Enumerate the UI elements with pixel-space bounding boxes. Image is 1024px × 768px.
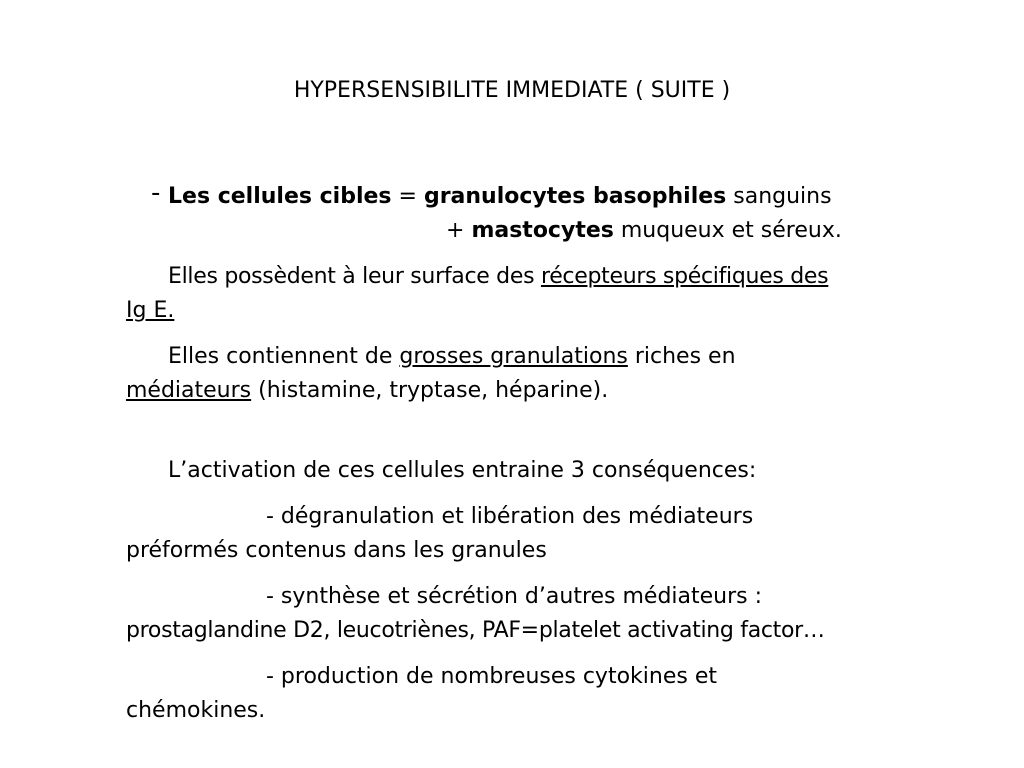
- ige-underlined: Ig E.: [126, 298, 175, 323]
- slide-title: HYPERSENSIBILITE IMMEDIATE ( SUITE ): [293, 78, 731, 103]
- granules-text-2: riches en: [634, 344, 736, 369]
- receptors-line-2: [126, 294, 936, 328]
- slide-body: [126, 180, 936, 728]
- receptors-text: Elles possèdent à leur surface des: [168, 264, 535, 289]
- consequence-2-line-1: - synthèse et sécrétion d’autres médiateurs :: [266, 584, 763, 609]
- granules-line-1: [126, 340, 936, 374]
- target-cells-label: Les cellules cibles: [168, 184, 392, 209]
- consequence-3-line-1: - production de nombreuses cytokines et: [266, 664, 717, 689]
- mediators-underlined: médiateurs: [126, 378, 252, 403]
- basophils-term: granulocytes basophiles: [423, 184, 727, 209]
- receptors-line-1: [126, 260, 936, 294]
- consequence-1-line-1: - dégranulation et libération des médiateurs: [266, 504, 754, 529]
- mastocytes-description: muqueux et séreux.: [620, 218, 842, 243]
- plus-sign: +: [446, 218, 465, 243]
- receptors-underlined: récepteurs spécifiques des: [540, 264, 829, 289]
- target-cells-line: [126, 180, 936, 214]
- granulations-underlined: grosses granulations: [399, 344, 628, 369]
- equals-sign: =: [398, 184, 417, 209]
- bullet-dash: -: [151, 178, 161, 208]
- sanguins-text: sanguins: [733, 184, 832, 209]
- consequence-2-line-2: prostaglandine D2, leucotriènes, PAF=platelet activating factor…: [126, 618, 825, 643]
- granules-line-2: [126, 374, 936, 408]
- consequence-3-line-2: chémokines.: [126, 698, 266, 723]
- mastocytes-line: [126, 214, 936, 248]
- consequence-1-line-2: préformés contenus dans les granules: [126, 538, 547, 563]
- granules-text-1: Elles contiennent de: [168, 344, 393, 369]
- mastocytes-term: mastocytes: [471, 218, 614, 243]
- granules-text-3: (histamine, tryptase, héparine).: [258, 378, 609, 403]
- activation-intro: L’activation de ces cellules entraine 3 conséquences:: [168, 458, 757, 483]
